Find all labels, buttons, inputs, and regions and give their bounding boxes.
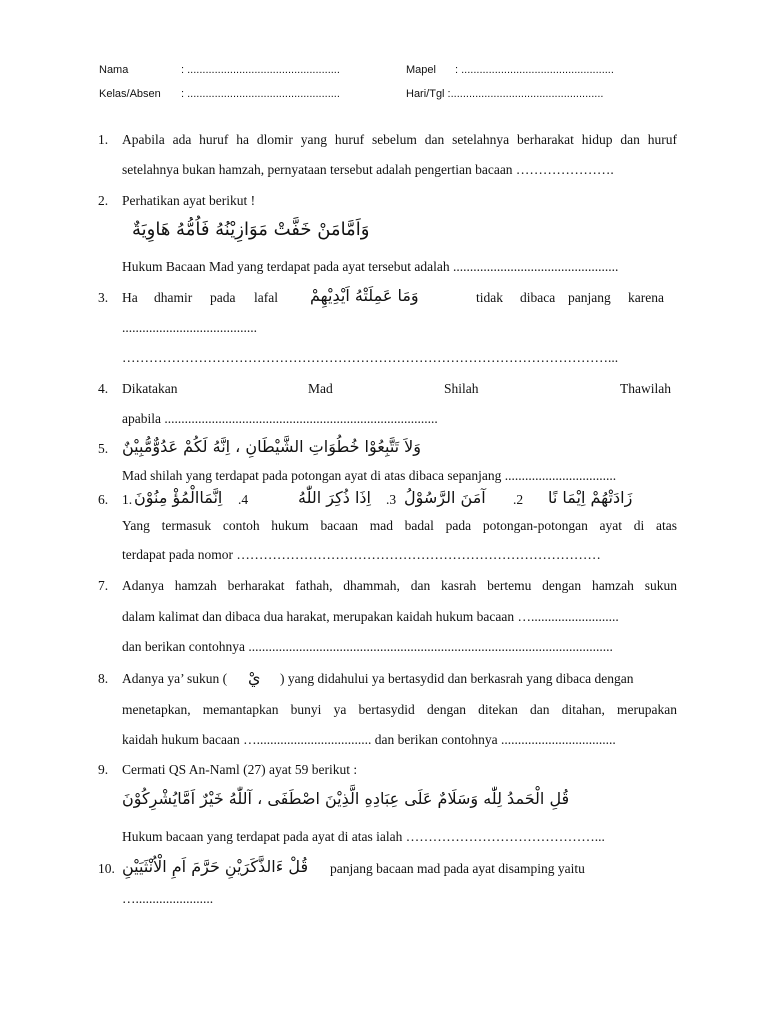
question-word: dhamir (154, 290, 193, 305)
arabic-letter: يْ (248, 668, 261, 687)
question-text: terdapat pada nomor ……………………………………………………………………… (122, 547, 601, 562)
arabic-phrase: وَمَا عَمِلَتْهُ اَيْدِيْهِمْ (310, 286, 419, 305)
option-number: .4 (238, 492, 249, 507)
nama-blank[interactable]: : .................................................. (181, 64, 340, 76)
question-word: karena (628, 290, 664, 305)
option-arabic: اِنَّمَاالْمُؤْ مِنُوْنَ (134, 488, 223, 507)
question-word: Dikatakan (122, 381, 178, 396)
question-number: 2. (98, 193, 109, 208)
question-number: 4. (98, 381, 109, 396)
question-number: 10. (98, 861, 115, 876)
question-text: ) yang didahului ya bertasydid dan berkasrah yang dibaca dengan (280, 671, 634, 686)
question-word: Mad (308, 381, 333, 396)
question-text: setelahnya bukan hamzah, pernyataan tersebut adalah pengertian bacaan …………………. (122, 162, 614, 177)
header-mapel (406, 64, 614, 76)
question-text: Apabila ada huruf ha dlomir yang huruf sebelum dan setelahnya berharakat hidup dan huruf (122, 132, 677, 147)
question-text: Adanya ya’ sukun ( (122, 671, 228, 686)
mapel-blank[interactable]: : .................................................. (455, 64, 614, 76)
question-number: 1. (98, 132, 109, 147)
hari-label: Hari/Tgl : (406, 88, 451, 100)
header-nama (99, 64, 340, 76)
question-text: Perhatikan ayat berikut ! (122, 193, 256, 208)
question-text: Cermati QS An-Naml (27) ayat 59 berikut : (122, 762, 358, 777)
question-word: Thawilah (620, 381, 671, 396)
question-word: pada (210, 290, 236, 305)
arabic-verse: قُلِ الْحَمدُ لِلّٰه وَسَلَامٌ عَلَى عِبَادِهِ الَّذِيْنَ اصْطَفَى ، آللّٰهُ خَيْرٌ اَمَّايُشْرِكُوْنَ (122, 789, 570, 808)
question-number: 3. (98, 290, 109, 305)
answer-blank[interactable]: apabila ................................................................................. (122, 411, 438, 426)
arabic-verse: وَلاَ تَتَّبِعُوْا خُطُوَاتِ الشَّيْطَانِ ، اِنَّهُ لَكُمْ عَدُوٌّمُّبِيْنٌ (122, 437, 422, 456)
option-number: .2 (513, 492, 524, 507)
answer-blank[interactable]: ………………………………………………………………………………………………... (122, 350, 619, 365)
question-number: 8. (98, 671, 109, 686)
question-text: Yang termasuk contoh hukum bacaan mad badal pada potongan-potongan ayat di atas (122, 518, 677, 533)
option-number: 1. (122, 492, 133, 507)
kelas-blank[interactable]: : .................................................. (181, 88, 340, 100)
question-text: Mad shilah yang terdapat pada potongan ayat di atas dibaca sepanjang ................................. (122, 468, 617, 483)
header-kelas (99, 88, 340, 100)
mapel-label: Mapel (406, 64, 436, 76)
question-word: Shilah (444, 381, 479, 396)
question-text: Hukum Bacaan Mad yang terdapat pada ayat tersebut adalah ................................................. (122, 259, 619, 274)
hari-blank[interactable]: .................................................. (450, 88, 604, 100)
question-text: panjang bacaan mad pada ayat disamping yaitu (330, 861, 585, 876)
nama-label: Nama (99, 64, 129, 76)
option-arabic: اِذَا ذُكِرَ اللّٰهُ (298, 488, 371, 507)
question-number: 7. (98, 578, 109, 593)
answer-blank[interactable]: ........................................ (122, 320, 257, 335)
kelas-label: Kelas/Absen (99, 88, 161, 100)
question-text: menetapkan, memantapkan bunyi ya bertasydid dengan ditekan dan ditahan, merupakan (122, 702, 677, 717)
question-word: dibaca (520, 290, 556, 305)
question-number: 9. (98, 762, 109, 777)
arabic-verse: قُلْ ءَالذَّكَرَيْنِ حَرَّمَ اَمِ الْاُنْثَيَيْنِ (122, 857, 309, 876)
question-word: panjang (568, 290, 611, 305)
header-hari (406, 88, 603, 100)
answer-blank[interactable]: …....................... (122, 891, 214, 906)
option-number: .3 (386, 492, 397, 507)
question-number: 6. (98, 492, 109, 507)
option-arabic: آمَنَ الرَّسُوْلُ (404, 488, 486, 507)
arabic-verse: وَاَمَّامَنْ خَفَّتْ مَوَازِيْنُهُ فَاُمُّهُ هَاوِيَةٌ (132, 219, 370, 240)
question-word: lafal (254, 290, 278, 305)
option-arabic: زَادَتْهُمْ اِيْمَا نًا (548, 488, 633, 507)
question-word: tidak (476, 290, 503, 305)
question-text: Hukum bacaan yang terdapat pada ayat di atas ialah ……………………………………... (122, 829, 605, 844)
question-word: Ha (122, 290, 138, 305)
question-text: dalam kalimat dan dibaca dua harakat, merupakan kaidah hukum bacaan ….......................... (122, 609, 619, 624)
question-text: dan berikan contohnya ............................................................................................................ (122, 639, 613, 654)
question-number: 5. (98, 441, 109, 456)
question-text: Adanya hamzah berharakat fathah, dhammah, dan kasrah bertemu dengan hamzah sukun (122, 578, 677, 593)
question-text: kaidah hukum bacaan ….................................. dan berikan contohnya .................................. (122, 732, 616, 747)
